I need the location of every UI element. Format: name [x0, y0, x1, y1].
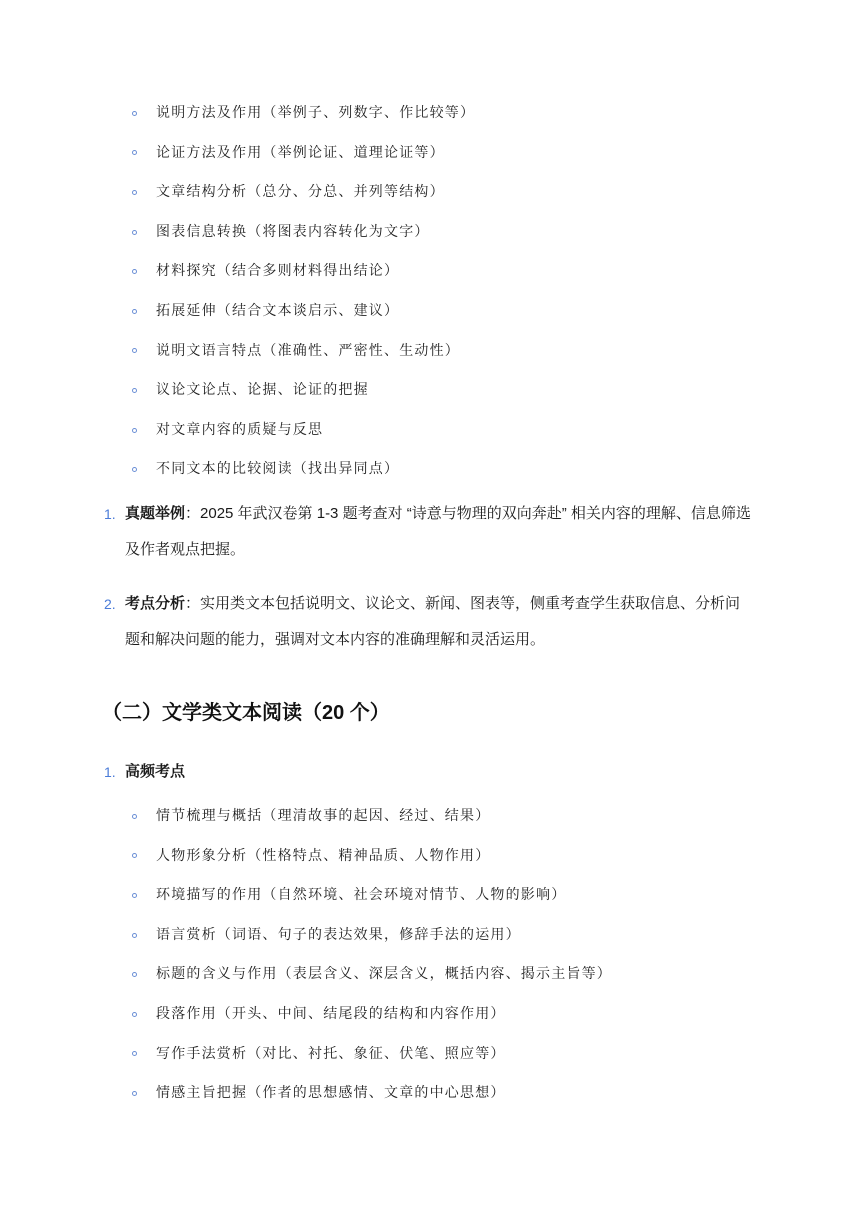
list-item [132, 134, 475, 174]
high-frequency-points-item [104, 754, 754, 790]
list-item [132, 411, 475, 451]
item-text: ：2025 年武汉卷第 1-3 题考查对 “诗意与物理的双向奔赴” 相关内容的理解、信息筛选及作者观点把握。 [125, 505, 751, 558]
circle-bullet-icon [132, 150, 137, 155]
list-item-text: 论证方法及作用（举例论证、道理论证等） [156, 144, 445, 161]
list-item-text: 情节梳理与概括（理清故事的起因、经过、结果） [156, 808, 491, 824]
list-item-text: 文章结构分析（总分、分总、并列等结构） [156, 184, 445, 201]
list-item-text: 标题的含义与作用（表层含义、深层含义，概括内容、揭示主旨等） [156, 966, 612, 983]
list-item [132, 916, 612, 956]
circle-bullet-icon [132, 348, 137, 353]
list-item [132, 450, 475, 490]
list-item [132, 1035, 612, 1075]
list-item [132, 213, 475, 253]
list-item-text: 材料探究（结合多则材料得出结论） [156, 263, 400, 280]
list-item-text: 语言赏析（词语、句子的表达效果，修辞手法的运用） [156, 926, 521, 943]
list-item [132, 94, 475, 134]
list-item [132, 876, 612, 916]
circle-bullet-icon [132, 428, 137, 433]
list-number: 1. [104, 764, 116, 780]
list-item [132, 173, 475, 213]
circle-bullet-icon [132, 230, 137, 235]
literary-text-topic-list [132, 797, 612, 1114]
list-item-text: 拓展延伸（结合文本谈启示、建议） [156, 302, 400, 319]
circle-bullet-icon [132, 972, 137, 977]
circle-bullet-icon [132, 388, 137, 393]
list-item-text: 段落作用（开头、中间、结尾段的结构和内容作用） [156, 1005, 506, 1022]
circle-bullet-icon [132, 1091, 137, 1096]
list-item [132, 797, 612, 837]
item-label: 考点分析 [125, 595, 186, 612]
list-item-text: 议论文论点、论据、论证的把握 [156, 382, 369, 399]
list-item [132, 292, 475, 332]
item-label: 高频考点 [125, 763, 186, 780]
list-item-text: 环境描写的作用（自然环境、社会环境对情节、人物的影响） [156, 887, 567, 904]
circle-bullet-icon [132, 933, 137, 938]
list-item [132, 371, 475, 411]
exam-point-analysis-item [104, 586, 754, 658]
item-text: ：实用类文本包括说明文、议论文、新闻、图表等，侧重考查学生获取信息、分析问题和解决问题的能力，强调对文本内容的准确理解和灵活运用。 [125, 595, 741, 648]
list-item [132, 1074, 612, 1114]
list-number: 2. [104, 596, 116, 612]
circle-bullet-icon [132, 190, 137, 195]
list-item [132, 995, 612, 1035]
list-item-text: 情感主旨把握（作者的思想感情、文章的中心思想） [156, 1085, 506, 1102]
circle-bullet-icon [132, 1012, 137, 1017]
list-item [132, 955, 612, 995]
list-item [132, 252, 475, 292]
list-item-text: 说明文语言特点（准确性、严密性、生动性） [156, 342, 460, 359]
circle-bullet-icon [132, 111, 137, 116]
circle-bullet-icon [132, 467, 137, 472]
list-number: 1. [104, 506, 116, 522]
circle-bullet-icon [132, 309, 137, 314]
item-label: 真题举例 [125, 505, 186, 522]
list-item-text: 写作手法赏析（对比、衬托、象征、伏笔、照应等） [156, 1045, 506, 1062]
practical-text-topic-list [132, 94, 475, 490]
circle-bullet-icon [132, 814, 137, 819]
circle-bullet-icon [132, 1051, 137, 1056]
circle-bullet-icon [132, 269, 137, 274]
list-item [132, 837, 612, 877]
list-item-text: 图表信息转换（将图表内容转化为文字） [156, 223, 430, 240]
list-item [132, 332, 475, 372]
list-item-text: 对文章内容的质疑与反思 [156, 421, 324, 438]
section-heading: （二）文学类文本阅读（20 个） [102, 702, 390, 724]
circle-bullet-icon [132, 853, 137, 858]
list-item-text: 人物形象分析（性格特点、精神品质、人物作用） [156, 847, 491, 864]
real-exam-example-item [104, 496, 754, 568]
list-item-text: 说明方法及作用（举例子、列数字、作比较等） [156, 105, 476, 121]
list-item-text: 不同文本的比较阅读（找出异同点） [156, 461, 400, 478]
circle-bullet-icon [132, 893, 137, 898]
